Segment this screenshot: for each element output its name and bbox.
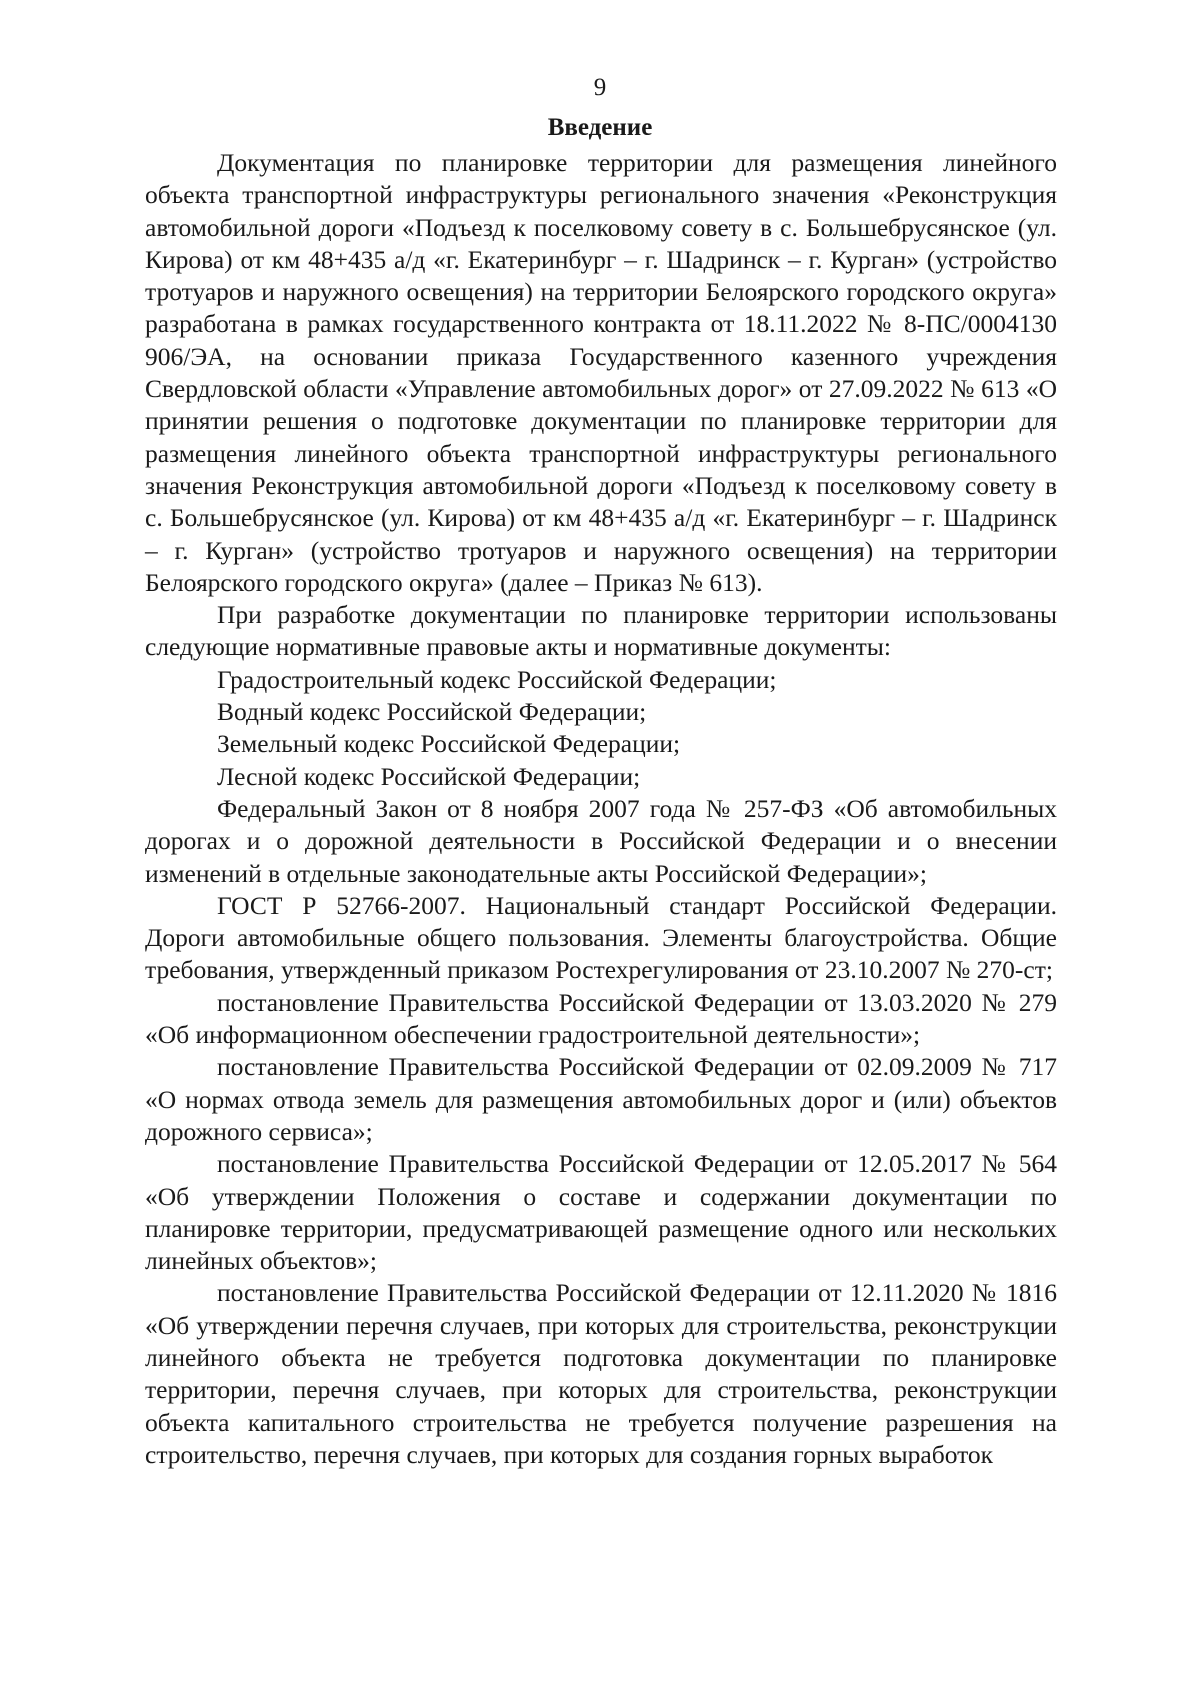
- list-item: Градостроительный кодекс Российской Федерации;: [217, 664, 777, 694]
- paragraph-intro: Документация по планировке территории для размещения линейного объекта транспортной инфраструктуры регионального значения «Реконструкция автомобильной дороги «Подъезд к поселковому совету в с. Большебрусянское (ул. Кирова) от км 48+435 а/д «г. Екатеринбург – г. Шадринск – г. Курган» (устройство тротуаров и наружного освещения) на территории Белоярского городского округа» разработана в рамках государственного контракта от 18.11.2022 № 8-ПС/0004130 906/ЭА, на основании приказа Государственного казенного учреждения Свердловской области «Управление автомобильных дорог» от 27.09.2022 № 613 «О принятии решения о подготовке документации по планировке территории для размещения линейного объекта транспортной инфраструктуры регионального значения Реконструкция автомобильной дороги «Подъезд к поселковому совету в с. Большебрусянское (ул. Кирова) от км 48+435 а/д «г. Екатеринбург – г. Шадринск – г. Курган» (устройство тротуаров и наружного освещения) на территории Белоярского городского округа» (далее – Приказ № 613).: [145, 148, 1057, 597]
- list-item: Земельный кодекс Российской Федерации;: [217, 729, 681, 759]
- paragraph-sources-intro: При разработке документации по планировке территории использованы следующие нормативные правовые акты и нормативные документы:: [145, 600, 1057, 662]
- page-number: 9: [593, 74, 607, 101]
- list-item: постановление Правительства Российской Федерации от 12.05.2017 № 564 «Об утверждении Положения о составе и содержании документации по планировке территории, предусматривающей размещение одного или нескольких линейных объектов»;: [145, 1149, 1057, 1276]
- document-body: [145, 147, 1057, 1471]
- list-item: ГОСТ Р 52766-2007. Национальный стандарт Российской Федерации. Дороги автомобильные общего пользования. Элементы благоустройства. Общие требования, утвержденный приказом Ростехрегулирования от 23.10.2007 № 270-ст;: [145, 890, 1057, 985]
- list-item: Федеральный Закон от 8 ноября 2007 года № 257-ФЗ «Об автомобильных дорогах и о дорожной деятельности в Российской Федерации и о внесении изменений в отдельные законодательные акты Российской Федерации»;: [145, 793, 1057, 888]
- list-item: постановление Правительства Российской Федерации от 13.03.2020 № 279 «Об информационном обеспечении градостроительной деятельности»;: [145, 987, 1057, 1050]
- page-title: Введение: [547, 114, 653, 141]
- list-item: постановление Правительства Российской Федерации от 12.11.2020 № 1816 «Об утверждении перечня случаев, при которых для строительства, реконструкции линейного объекта не требуется подготовка документации по планировке территории, перечня случаев, при которых для строительства, реконструкции объекта капитального строительства не требуется получение разрешения на строительство, перечня случаев, при которых для создания горных выработок: [145, 1278, 1057, 1469]
- list-item: Лесной кодекс Российской Федерации;: [217, 761, 641, 791]
- list-item: постановление Правительства Российской Федерации от 02.09.2009 № 717 «О нормах отвода земель для размещения автомобильных дорог и (или) объектов дорожного сервиса»;: [145, 1052, 1057, 1146]
- list-item: Водный кодекс Российской Федерации;: [217, 697, 647, 727]
